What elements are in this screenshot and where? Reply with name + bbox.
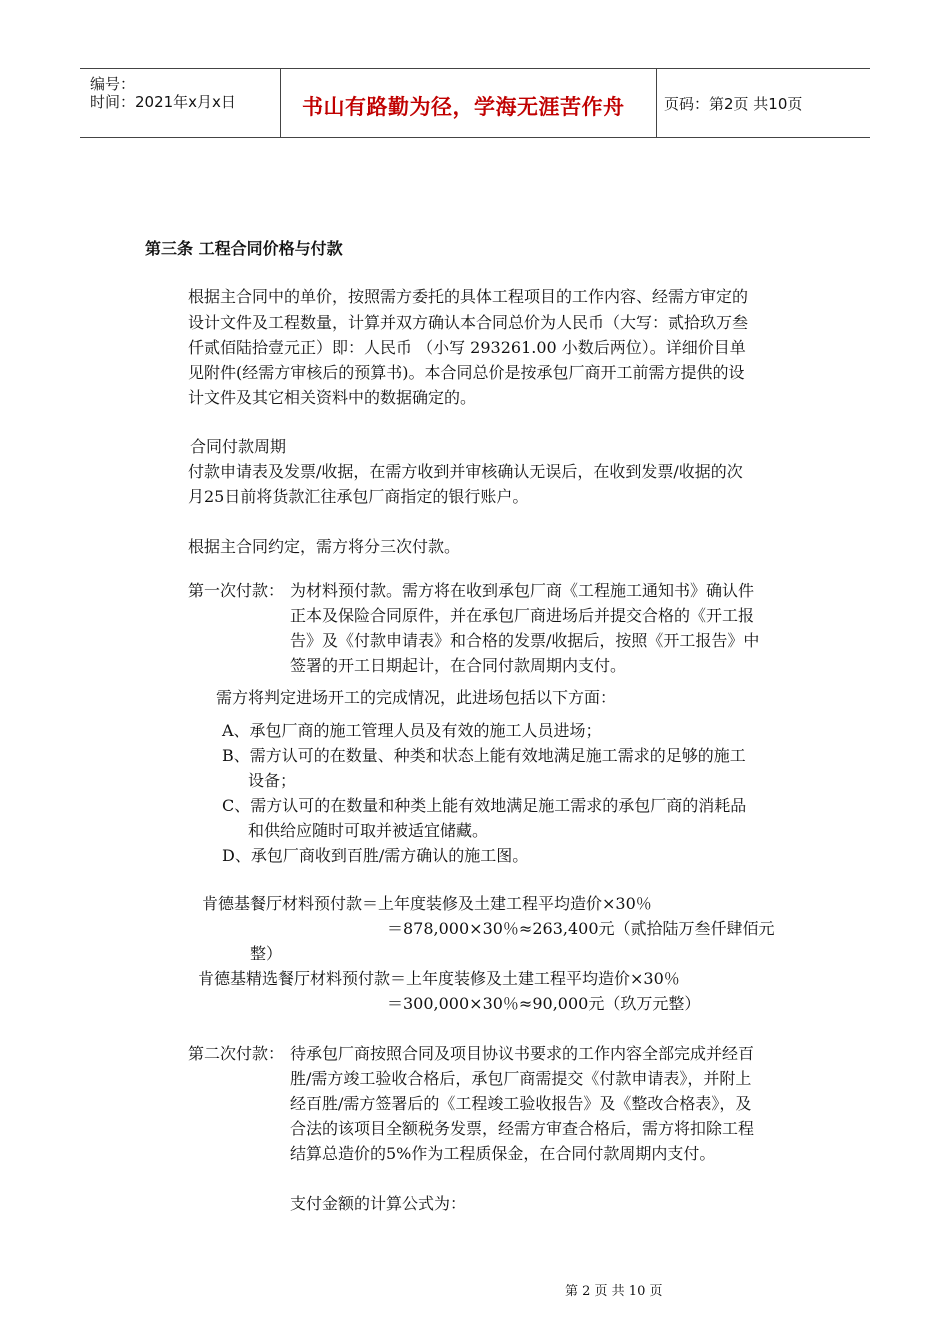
text-line: 根据主合同中的单价，按照需方委托的具体工程项目的工作内容、经需方审定的 bbox=[188, 287, 749, 306]
text-line: 合法的该项目全额税务发票，经需方审查合格后，需方将扣除工程 bbox=[290, 1119, 755, 1138]
page-footer: 第 2 页 共 10 页 bbox=[565, 1284, 663, 1299]
text-line: 见附件(经需方审核后的预算书)。本合同总价是按承包厂商开工前需方提供的设 bbox=[188, 363, 745, 382]
text-line: 告》及《付款申请表》和合格的发票/收据后，按照《开工报告》中 bbox=[290, 631, 760, 650]
formula-line: 整） bbox=[250, 944, 283, 963]
second-payment-label: 第二次付款： bbox=[188, 1044, 285, 1063]
condition-item-cont: 和供给应随时可取并被适宜储藏。 bbox=[248, 821, 489, 840]
payment-period-title: 合同付款周期 bbox=[190, 437, 287, 456]
formula-line: ＝300,000×30％≈90,000元（玖万元整） bbox=[387, 994, 701, 1013]
condition-item: A、承包厂商的施工管理人员及有效的施工人员进场； bbox=[222, 721, 602, 740]
formula-line: 肯德基餐厅材料预付款＝上年度装修及土建工程平均造价×30％ bbox=[202, 894, 652, 913]
three-payments-text: 根据主合同约定，需方将分三次付款。 bbox=[188, 537, 461, 556]
article-title: 第三条 工程合同价格与付款 bbox=[145, 239, 343, 258]
header-number: 编号： bbox=[90, 75, 136, 93]
header-motto: 书山有路勤为径，学海无涯苦作舟 bbox=[302, 95, 625, 119]
text-line: 仟贰佰陆拾壹元正）即：人民币 （小写 293261.00 小数后两位）。详细价目单 bbox=[188, 338, 746, 357]
condition-item: C、需方认可的在数量和种类上能有效地满足施工需求的承包厂商的消耗品 bbox=[222, 796, 747, 815]
header-divider bbox=[280, 69, 281, 137]
header-table bbox=[80, 68, 870, 138]
text-line: 结算总造价的5%作为工程质保金，在合同付款周期内支付。 bbox=[290, 1144, 716, 1163]
text-line: 计文件及其它相关资料中的数据确定的。 bbox=[188, 388, 477, 407]
header-page-info: 页码：第2页 共10页 bbox=[664, 95, 803, 113]
text-line: 胜/需方竣工验收合格后，承包厂商需提交《付款申请表》，并附上 bbox=[290, 1069, 752, 1088]
condition-item: B、需方认可的在数量、种类和状态上能有效地满足施工需求的足够的施工 bbox=[222, 746, 746, 765]
text-line: 月25日前将货款汇往承包厂商指定的银行账户。 bbox=[188, 487, 529, 506]
header-date: 时间：2021年x月x日 bbox=[90, 93, 236, 111]
entry-conditions-intro: 需方将判定进场开工的完成情况，此进场包括以下方面： bbox=[216, 688, 617, 707]
condition-item-cont: 设备； bbox=[248, 771, 297, 790]
text-line: 付款申请表及发票/收据，在需方收到并审核确认无误后，在收到发票/收据的次 bbox=[188, 462, 743, 481]
condition-item: D、承包厂商收到百胜/需方确认的施工图。 bbox=[222, 846, 529, 865]
text-line: 正本及保险合同原件，并在承包厂商进场后并提交合格的《开工报 bbox=[290, 606, 755, 625]
text-line: 待承包厂商按照合同及项目协议书要求的工作内容全部完成并经百 bbox=[290, 1044, 755, 1063]
text-line: 经百胜/需方签署后的《工程竣工验收报告》及《整改合格表》，及 bbox=[290, 1094, 752, 1113]
header-divider bbox=[656, 69, 657, 137]
formula-line: ＝878,000×30％≈263,400元（贰拾陆万叁仟肆佰元 bbox=[387, 919, 775, 938]
text-line: 签署的开工日期起计，在合同付款周期内支付。 bbox=[290, 656, 627, 675]
formula-intro: 支付金额的计算公式为： bbox=[290, 1194, 467, 1213]
formula-line: 肯德基精选餐厅材料预付款＝上年度装修及土建工程平均造价×30％ bbox=[198, 969, 680, 988]
text-line: 设计文件及工程数量，计算并双方确认本合同总价为人民币（大写：贰拾玖万叁 bbox=[188, 313, 749, 332]
first-payment-label: 第一次付款： bbox=[188, 581, 285, 600]
text-line: 为材料预付款。需方将在收到承包厂商《工程施工通知书》确认件 bbox=[290, 581, 755, 600]
